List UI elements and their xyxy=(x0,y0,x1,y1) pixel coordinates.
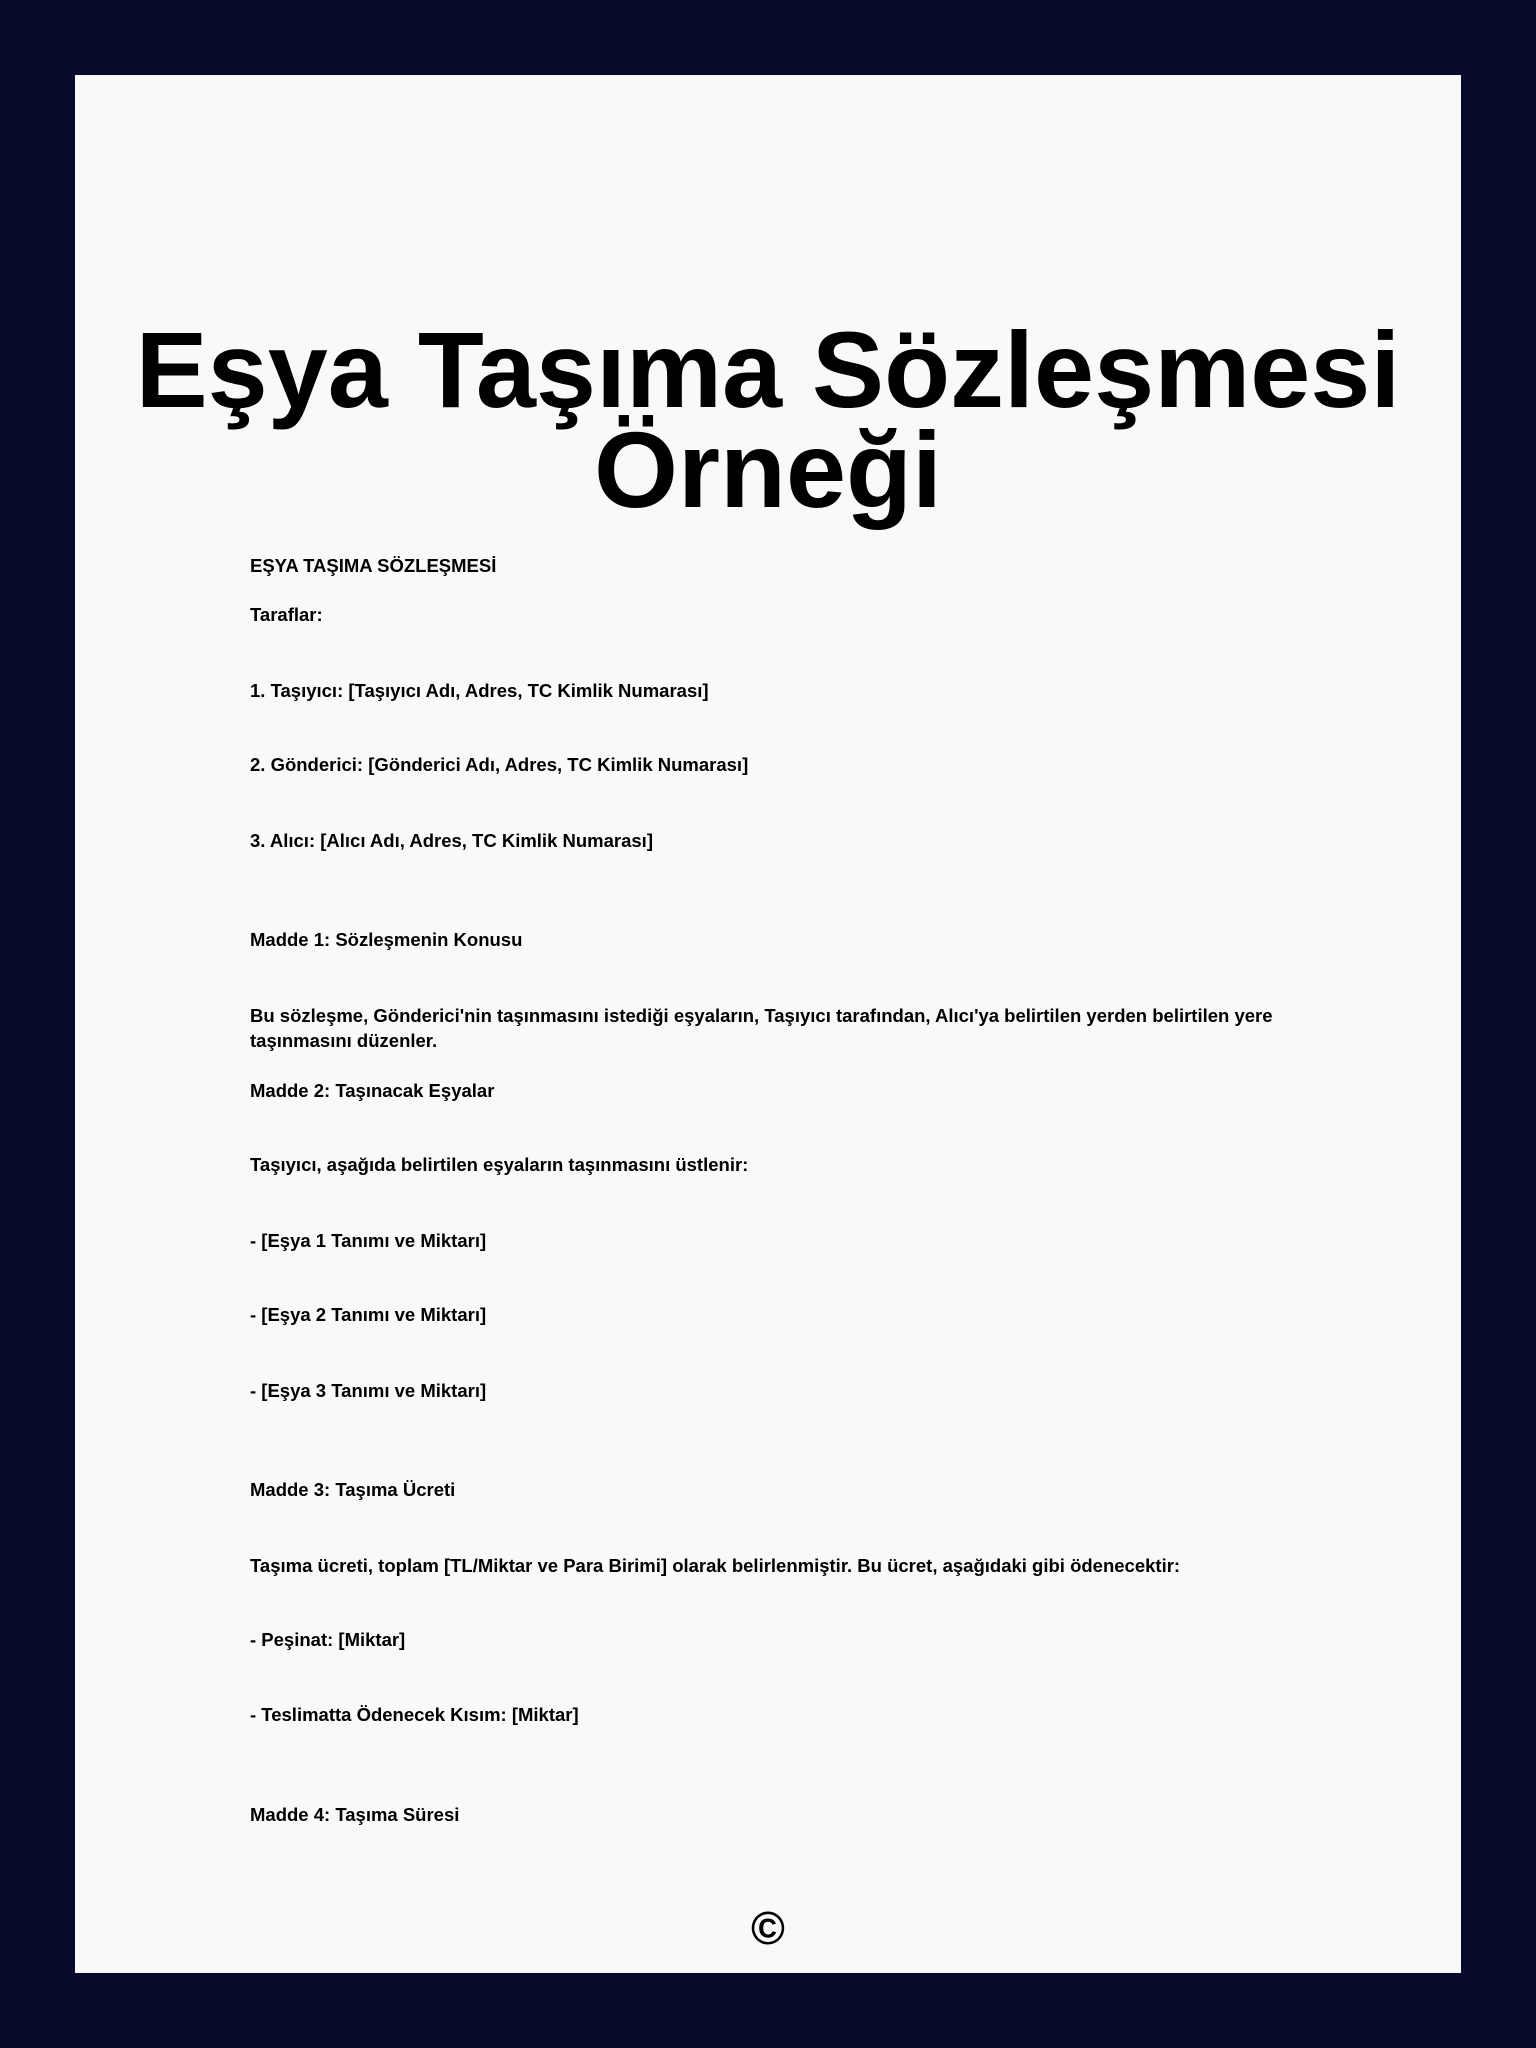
article-2-heading: Madde 2: Taşınacak Eşyalar xyxy=(250,1080,495,1101)
document-page xyxy=(75,75,1461,1973)
party-carrier: 1. Taşıyıcı: [Taşıyıcı Adı, Adres, TC Kimlik Numarası] xyxy=(250,680,709,701)
article-1-heading: Madde 1: Sözleşmenin Konusu xyxy=(250,929,523,950)
contract-heading: EŞYA TAŞIMA SÖZLEŞMESİ xyxy=(250,555,497,576)
party-sender: 2. Gönderici: [Gönderici Adı, Adres, TC Kimlik Numarası] xyxy=(250,754,749,775)
parties-label: Taraflar: xyxy=(250,604,323,625)
article-3-text: Taşıma ücreti, toplam [TL/Miktar ve Para Birimi] olarak belirlenmiştir. Bu ücret, aşağıdaki gibi ödenecektir: xyxy=(250,1555,1181,1576)
payment-on-delivery: - Teslimatta Ödenecek Kısım: [Miktar] xyxy=(250,1704,579,1725)
article-3-heading: Madde 3: Taşıma Ücreti xyxy=(250,1479,456,1500)
copyright-icon: © xyxy=(751,1902,785,1954)
article-2-text: Taşıyıcı, aşağıda belirtilen eşyaların taşınmasını üstlenir: xyxy=(250,1154,749,1175)
item-2: - [Eşya 2 Tanımı ve Miktarı] xyxy=(250,1304,487,1325)
article-4-heading: Madde 4: Taşıma Süresi xyxy=(250,1804,460,1825)
down-payment: - Peşinat: [Miktar] xyxy=(250,1629,406,1650)
party-receiver: 3. Alıcı: [Alıcı Adı, Adres, TC Kimlik Numarası] xyxy=(250,830,653,851)
page-title: Eşya Taşıma Sözleşmesi Örneği xyxy=(135,309,1401,530)
item-1: - [Eşya 1 Tanımı ve Miktarı] xyxy=(250,1230,487,1251)
article-1-text: Bu sözleşme, Gönderici'nin taşınmasını istediği eşyaların, Taşıyıcı tarafından, Alıcı'ya belirtilen yerden belirtilen yere taşınmasını düzenler. xyxy=(250,1005,1273,1051)
item-3: - [Eşya 3 Tanımı ve Miktarı] xyxy=(250,1380,487,1401)
